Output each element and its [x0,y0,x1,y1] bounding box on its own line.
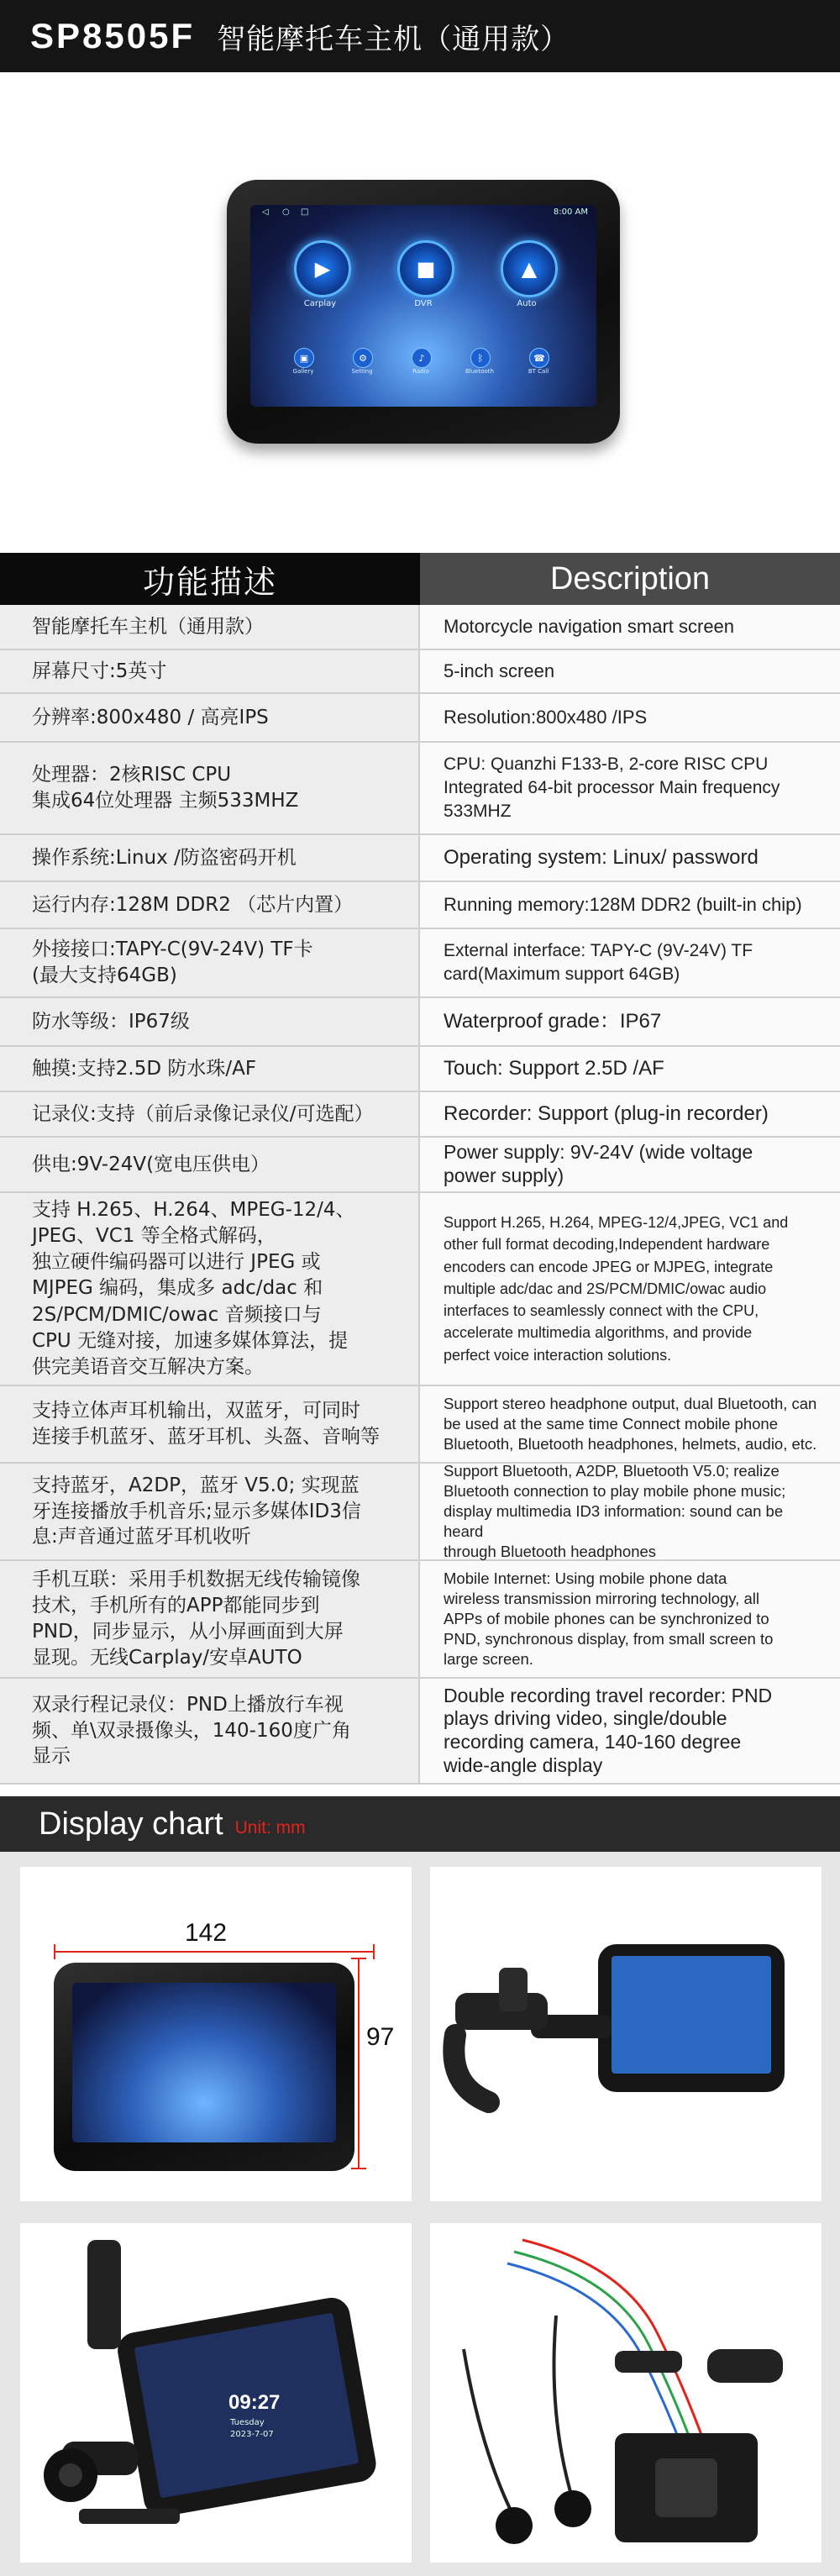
cell-cn [0,1138,420,1191]
cell-en [420,694,840,741]
height-line-cap-top [351,1958,366,1959]
width-dimension-line [54,1951,375,1953]
cell-cn [0,1679,420,1783]
cell-en [420,650,840,692]
height-dimension-line [358,1958,360,2169]
cell-cn [0,1092,420,1136]
header-english: Description [420,553,840,605]
cell-cn-text: 记录仪:支持（前后录像记录仪/可选配） [32,1102,374,1125]
cell-en-text: External interface: TAPY-C (9V-24V) TF card(Maximum support 64GB) [444,940,753,984]
cell-en-text: CPU: Quanzhi F133-B, 2-core RISC CPU Integrated 64-bit processor Main frequency 533MHZ [444,754,780,822]
cell-en [420,1047,840,1091]
cell-en-text: Running memory:128M DDR2 (built-in chip) [444,894,802,916]
header-chinese: 功能描述 [0,553,420,605]
cell-cn-text: 触摸:支持2.5D 防水珠/AF [32,1057,257,1080]
dimension-photo [20,1867,412,2201]
top-header [0,0,840,72]
table-row [0,743,840,835]
cell-en [420,929,840,996]
height-dimension: 97 [366,2023,395,2051]
clock-time: 09:27 [228,2391,281,2414]
settings-icon: ⚙ [353,348,373,368]
device-front-view [54,1963,354,2171]
cell-cn-text: 分辨率:800x480 / 高亮IPS [32,706,269,728]
app-label-auto: Auto [517,299,537,308]
cell-en [420,835,840,881]
table-row [0,1092,840,1138]
radio-icon: ♪ [412,348,432,368]
cell-cn-text: 支持蓝牙，A2DP，蓝牙 V5.0; 实现蓝 牙连接播放手机音乐;显示多媒体ID3信 息:声音通过蓝牙耳机收听 [32,1474,361,1548]
cell-en-text: Motorcycle navigation smart screen [444,616,735,638]
recent-apps-icon: □ [301,208,309,217]
spec-table [0,553,840,1785]
cell-en-text: Touch: Support 2.5D /AF [444,1056,664,1080]
cell-en-text: Mobile Internet: Using mobile phone data wireless transmission mirroring technology, all APPs of mobile phones can be synchronized to PND, synchronous display, from small screen to large screen. [444,1569,774,1669]
home-icon: ○ [282,208,290,217]
cell-cn [0,835,420,881]
cell-en [420,1561,840,1677]
cell-en-text: Recorder: Support (plug-in recorder) [444,1101,769,1125]
cell-cn-text: 屏幕尺寸:5英寸 [32,660,167,682]
cell-cn [0,743,420,833]
product-title: 智能摩托车主机（通用款） [217,22,570,56]
cell-en [420,1461,840,1561]
camera-icon: ■ [397,240,454,297]
cell-cn [0,1464,420,1559]
cell-cn [0,882,420,928]
cell-en [420,1138,840,1191]
back-icon: ◁ [262,208,269,217]
table-row [0,650,840,694]
cell-cn [0,694,420,741]
clock-date: 2023-7-07 [230,2430,274,2439]
table-row [0,1386,840,1464]
table-row [0,1047,840,1092]
cell-cn [0,605,420,649]
table-row [0,835,840,882]
cell-cn [0,1561,420,1677]
cell-en-text: 5-inch screen [444,660,555,682]
cell-cn-text: 操作系统:Linux /防盗密码开机 [32,846,297,869]
accessories-photo [430,2223,822,2563]
cell-cn-text: 处理器：2核RISC CPU 集成64位处理器 主频533MHZ [32,764,299,812]
play-icon: ▶ [294,240,351,297]
cell-en [420,743,840,833]
phone-icon: ☎ [529,348,549,368]
cell-cn [0,1386,420,1462]
device-with-cameras-photo [20,2223,412,2563]
cell-en [420,605,840,649]
screen-time: 8:00 AM [553,208,588,217]
cell-cn-text: 防水等级：IP67级 [32,1010,190,1033]
hero-product-image [0,72,840,553]
cell-en-text: Support stereo headphone output, dual Bluetooth, can be used at the same time Connect mobile phone Bluetooth, Bluetooth headphones, helmets, audio, etc. [444,1394,817,1454]
cell-en-text: Double recording travel recorder: PND plays driving video, single/double recording camera, 140-160 degree wide-angle display [444,1684,773,1776]
spec-table-header [0,553,840,605]
table-row [0,998,840,1047]
unit-label: Unit: mm [234,1818,306,1837]
cell-cn-text: 供电:9V-24V(宽电压供电） [32,1153,270,1175]
product-gallery [0,1852,840,2576]
width-line-cap-right [373,1944,375,1959]
cell-cn-text: 支持 H.265、H.264、MPEG-12/4、 JPEG、VC1 等全格式解码， 独立硬件编码器可以进行 JPEG 或 MJPEG 编码，集成多 adc/dac 和 2S/PCM/DMIC/owac 音频接口与 CPU 无缝对接，加速多媒体算法，提 供完美语音交互解决方案。 [32,1198,355,1379]
screen-status-bar [250,205,596,220]
cell-en-text: Support H.265, H.264, MPEG-12/4,JPEG, VC1 and other full format decoding,Independent hardware encoders can encode JPEG or MJPEG, integrate multiple adc/dac and 2S/PCM/DMIC/owac audio interfaces to seamlessly connect with the CPU, accelerate multimedia algorithms, and provide perfect voice interaction solutions. [444,1214,789,1364]
cell-en-text: Operating system: Linux/ password [444,845,759,869]
cell-en [420,1193,840,1385]
table-row [0,1561,840,1679]
cell-en-text: Support Bluetooth, A2DP, Bluetooth V5.0; realize Bluetooth connection to play mobile phone music; display multimedia ID3 information: sound can be heard through Bluetooth headphones [444,1461,786,1561]
cell-cn [0,929,420,996]
app-label-carplay: Carplay [303,299,337,308]
cell-cn [0,650,420,692]
cell-cn-text: 运行内存:128M DDR2 （芯片内置） [32,893,354,916]
table-row [0,605,840,650]
gallery-icon: ▣ [294,348,314,368]
cell-en-text: Waterproof grade：IP67 [444,1009,662,1033]
height-line-cap-bottom [351,2168,366,2169]
cell-cn [0,1047,420,1091]
navigation-icon: ▲ [501,240,558,297]
handlebar-mount-photo [430,1867,822,2201]
bluetooth-icon: ᛒ [470,348,491,368]
cell-cn-text: 双录行程记录仪：PND上播放行车视 频、单\双录摄像头，140-160度广角 显示 [32,1693,351,1768]
model-number: SP8505F [30,16,196,55]
display-chart-title: Display chart [39,1806,223,1842]
table-row [0,1679,840,1785]
cell-en [420,998,840,1045]
device-with-cameras-illustration [20,2223,412,2563]
app-label-dvr: DVR [414,299,433,308]
cell-cn-text: 手机互联：采用手机数据无线传输镜像 技术，手机所有的APP都能同步到 PND，同步显示，从小屏画面到大屏 显现。无线Carplay/安卓AUTO [32,1569,360,1669]
small-app-label: Gallery [292,368,314,375]
table-row [0,1461,840,1561]
cell-en [420,1092,840,1136]
table-row [0,694,840,743]
width-dimension: 142 [185,1919,228,1947]
display-chart-header [0,1796,840,1852]
small-app-label: Radio [412,368,429,375]
handlebar-mount-illustration [430,1867,822,2201]
device-screen [250,205,596,407]
cell-cn [0,998,420,1045]
clock-day: Tuesday [230,2418,265,2427]
width-line-cap-left [54,1944,55,1959]
cell-en-text: Resolution:800x480 /IPS [444,707,648,728]
cell-cn [0,1193,420,1385]
table-row [0,882,840,929]
table-row [0,1138,840,1193]
table-row [0,1193,840,1386]
cell-cn-text: 外接接口:TAPY-C(9V-24V) TF卡 (最大支持64GB) [32,938,313,986]
cell-en-text: Power supply: 9V-24V (wide voltage power supply) [444,1141,753,1186]
cell-en [420,1679,840,1783]
small-app-label: Setting [351,368,373,375]
cell-cn-text: 支持立体声耳机输出，双蓝牙，可同时 连接手机蓝牙、蓝牙耳机、头盔、音响等 [32,1400,380,1448]
cell-cn-text: 智能摩托车主机（通用款） [32,615,264,638]
cell-en [420,1386,840,1462]
accessories-illustration [430,2223,822,2563]
small-app-label: BT Call [528,368,549,375]
small-app-label: Bluetooth [465,368,494,375]
cell-en [420,882,840,928]
table-row [0,929,840,998]
device-body [227,180,620,444]
device-front-screen [72,1983,336,2142]
